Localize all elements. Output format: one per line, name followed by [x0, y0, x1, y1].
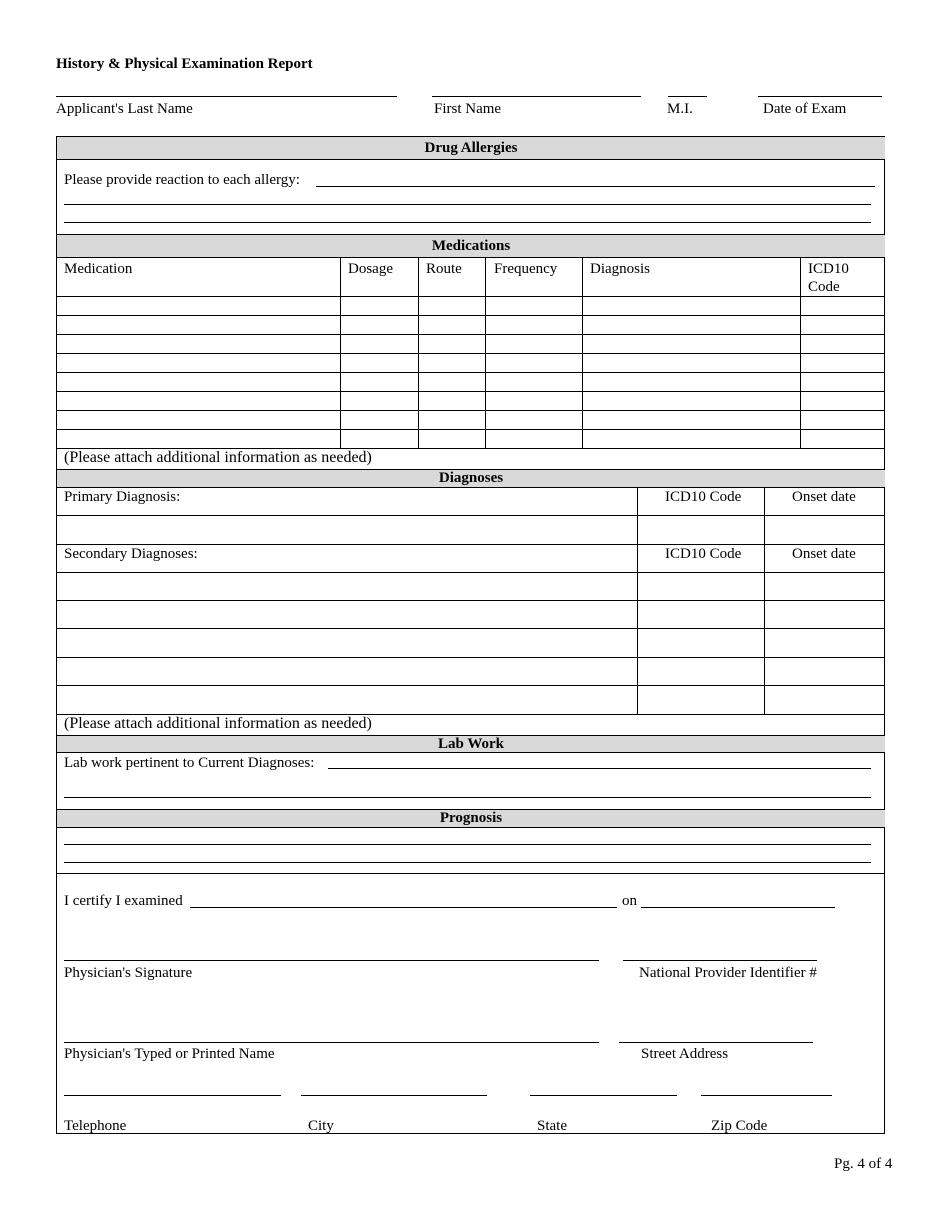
diag-row[interactable] [57, 572, 885, 573]
lab-work-line-1[interactable] [328, 768, 871, 769]
zip-code-label: Zip Code [711, 1118, 768, 1134]
last-name-field[interactable] [56, 96, 397, 97]
allergy-line-2[interactable] [64, 204, 871, 205]
street-address-label: Street Address [641, 1046, 729, 1062]
diag-row[interactable] [57, 515, 885, 516]
prognosis-line-2[interactable] [64, 862, 871, 863]
date-of-exam-label: Date of Exam [763, 101, 847, 117]
telephone-label: Telephone [64, 1118, 127, 1134]
med-row[interactable] [57, 334, 885, 335]
med-row[interactable] [57, 315, 885, 316]
city-label: City [308, 1118, 334, 1134]
col-icd10: ICD10 [808, 261, 849, 277]
signature-field[interactable] [64, 960, 599, 961]
form-frame [56, 136, 885, 1134]
primary-icd-label: ICD10 Code [665, 489, 742, 505]
npi-label: National Provider Identifier # [639, 965, 817, 981]
primary-onset-label: Onset date [792, 489, 856, 505]
last-name-label: Applicant's Last Name [56, 101, 193, 117]
secondary-diagnoses-label: Secondary Diagnoses: [64, 546, 198, 562]
diag-row[interactable] [57, 600, 885, 601]
certify-date-field[interactable] [641, 907, 835, 908]
diag-col-divider [764, 488, 765, 714]
diag-row[interactable] [57, 628, 885, 629]
printed-name-label: Physician's Typed or Printed Name [64, 1046, 275, 1062]
state-field[interactable] [530, 1095, 677, 1096]
certify-name-field[interactable] [190, 907, 617, 908]
diag-row[interactable] [57, 657, 885, 658]
first-name-label: First Name [434, 101, 502, 117]
allergy-prompt: Please provide reaction to each allergy: [64, 172, 300, 188]
printed-name-field[interactable] [64, 1042, 599, 1043]
first-name-field[interactable] [432, 96, 641, 97]
zip-code-field[interactable] [701, 1095, 832, 1096]
mi-field[interactable] [668, 96, 707, 97]
med-row[interactable] [57, 353, 885, 354]
date-of-exam-field[interactable] [758, 96, 882, 97]
section-divider [57, 873, 885, 874]
allergy-line-3[interactable] [64, 222, 871, 223]
state-label: State [537, 1118, 567, 1134]
certify-on-label: on [622, 893, 637, 909]
col-medication: Medication [64, 261, 133, 277]
lab-work-line-2[interactable] [64, 797, 871, 798]
signature-label: Physician's Signature [64, 965, 193, 981]
page-title: History & Physical Examination Report [56, 56, 313, 72]
primary-diagnosis-label: Primary Diagnosis: [64, 489, 181, 505]
diag-col-divider [637, 488, 638, 714]
diagnoses-heading: Diagnoses [57, 469, 885, 488]
prognosis-line-1[interactable] [64, 844, 871, 845]
med-row[interactable] [57, 429, 885, 430]
city-field[interactable] [301, 1095, 487, 1096]
npi-field[interactable] [623, 960, 817, 961]
col-frequency: Frequency [494, 261, 558, 277]
diag-row[interactable] [57, 685, 885, 686]
medications-heading: Medications [57, 234, 885, 258]
telephone-field[interactable] [64, 1095, 281, 1096]
street-address-field[interactable] [619, 1042, 813, 1043]
secondary-onset-label: Onset date [792, 546, 856, 562]
col-route: Route [426, 261, 462, 277]
diag-row[interactable] [57, 544, 885, 545]
col-dosage: Dosage [348, 261, 393, 277]
med-row[interactable] [57, 296, 885, 297]
drug-allergies-heading: Drug Allergies [57, 136, 885, 160]
col-icd10-code: Code [808, 279, 840, 295]
page-number: Pg. 4 of 4 [834, 1156, 893, 1172]
allergy-line-1[interactable] [316, 186, 875, 187]
diagnoses-note: (Please attach additional information as needed) [64, 715, 372, 732]
med-row[interactable] [57, 372, 885, 373]
mi-label: M.I. [667, 101, 693, 117]
medications-note: (Please attach additional information as needed) [64, 449, 372, 466]
lab-work-prompt: Lab work pertinent to Current Diagnoses: [64, 755, 315, 771]
certify-label: I certify I examined [64, 893, 183, 909]
prognosis-heading: Prognosis [57, 809, 885, 828]
secondary-icd-label: ICD10 Code [665, 546, 742, 562]
col-diagnosis: Diagnosis [590, 261, 650, 277]
lab-work-heading: Lab Work [57, 735, 885, 753]
med-row[interactable] [57, 410, 885, 411]
med-row[interactable] [57, 391, 885, 392]
